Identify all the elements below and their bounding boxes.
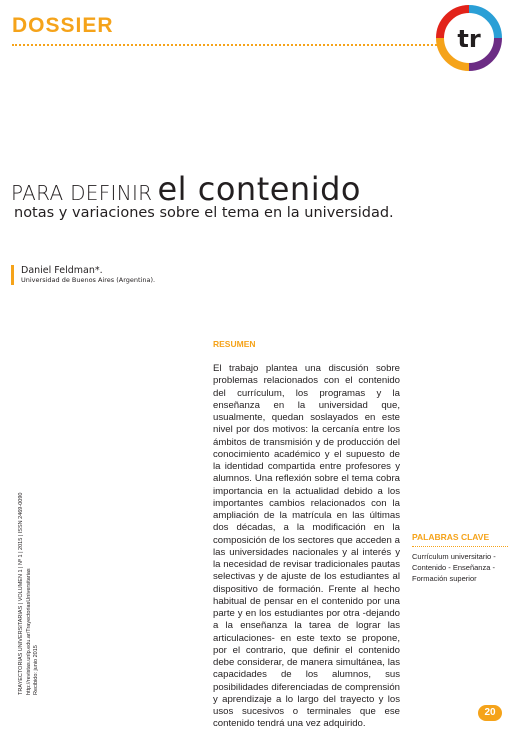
header-divider [12,44,440,46]
section-label: DOSSIER [12,14,114,37]
journal-url[interactable]: http://revistas.unlp.edu.ar/TrayectoriasUniversitarias [25,568,32,695]
keywords-body: Currículum universitario - Contenido - Enseñanza - Formación superior [412,552,496,583]
article-title [11,170,361,208]
title-prefix: PARA DEFINIR [11,181,153,205]
abstract-heading: RESUMEN [213,339,256,349]
journal-citation: TRAYECTORIAS UNIVERSITARIAS | VOLUMEN 1 | Nº 1 | 2015 | ISSN 2469-0090 [18,492,24,695]
author-accent-bar [11,265,14,285]
article-subtitle: notas y variaciones sobre el tema en la universidad. [14,205,394,221]
author-name: Daniel Feldman*. [21,265,103,276]
page-number: 20 [478,705,502,721]
keywords-heading: PALABRAS CLAVE [412,532,508,547]
author-affiliation: Universidad de Buenos Aires (Argentina). [21,276,156,284]
received-date: Recibido: junio 2015 [33,645,39,695]
journal-sidebar [18,492,60,695]
journal-logo [436,5,502,71]
abstract-body: El trabajo plantea una discusión sobre problemas relacionados con el contenido del currículum, los programas y la enseñanza en la universidad que, usualmente, quedan soslayados en este nivel por dos motivos: la cercanía entre los ámbitos de transmisión y de producción del conocimiento académico y el supuesto de la identidad compartida entre profesores y alumnos. Una reflexión sobre el tema cobra importancia en la actualidad debido a los importantes cambios relacionados con la ampliación de la matrícula en las últimas dos décadas, a la modificación en la composición de los sectores que acceden a las universidades nacionales y al interés y la necesidad de revisar tradicionales pautas selectivas y de ajuste de los estudiantes al dispositivo de formación. Frente al hecho habitual de pensar en el contenido por una parte y en los estudiantes por otra -dejando a la enseñanza la tarea de lograr las articulaciones- en este texto se propone, por el contrario, que definir el contenido debe considerar, de manera simultánea, las capacidades de los alumnos, sus posibilidades diferenciadas de comprensión y aprendizaje a lo largo del trayecto y los usos sucesivos o terminales que ese contenido tendrá una vez adquirido. [213,363,400,730]
logo-text: tr [457,25,481,53]
title-main: el contenido [157,170,361,208]
